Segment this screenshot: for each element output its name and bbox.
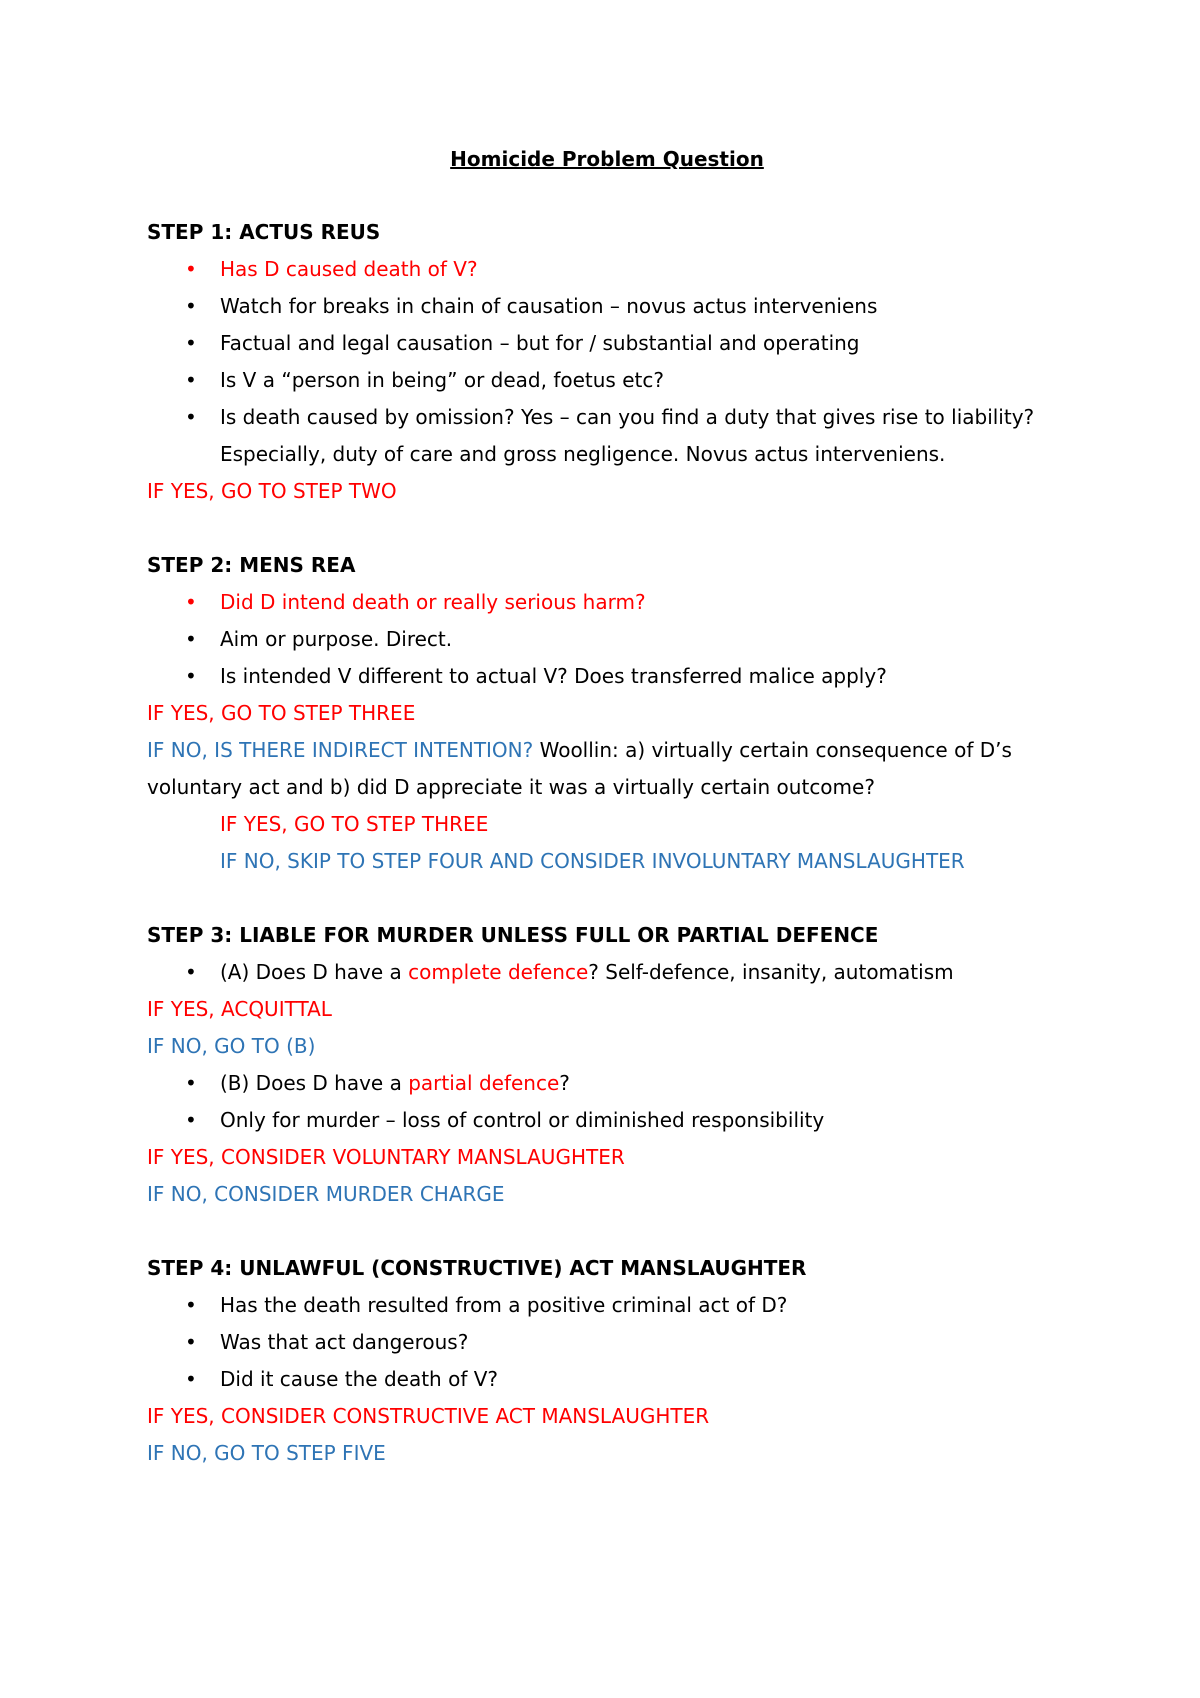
step3-b-post: ? <box>559 1071 570 1095</box>
bullet-icon: • <box>185 1367 197 1391</box>
step3-a-highlight: complete defence <box>408 960 589 984</box>
step1-heading: STEP 1: ACTUS REUS <box>147 220 381 244</box>
bullet-icon: • <box>185 331 197 355</box>
step2-sub-if-no: IF NO, SKIP TO STEP FOUR AND CONSIDER INVOLUNTARY MANSLAUGHTER <box>220 849 965 873</box>
bullet-text: Watch for breaks in chain of causation – novus actus interveniens <box>220 294 878 318</box>
step3-heading: STEP 3: LIABLE FOR MURDER UNLESS FULL OR PARTIAL DEFENCE <box>147 923 879 947</box>
bullet-icon: • <box>185 1071 197 1095</box>
bullet-icon: • <box>185 368 197 392</box>
bullet-icon: • <box>185 405 197 429</box>
step3-if-yes-a: IF YES, ACQUITTAL <box>147 997 332 1021</box>
bullet-text: Factual and legal causation – but for / substantial and operating <box>220 331 860 355</box>
step2-if-no-continuation: voluntary act and b) did D appreciate it was a virtually certain outcome? <box>147 775 875 799</box>
bullet-icon: • <box>185 664 197 688</box>
step2-if-yes: IF YES, GO TO STEP THREE <box>147 701 416 725</box>
step2-if-no <box>147 737 1012 763</box>
bullet-text: Only for murder – loss of control or diminished responsibility <box>220 1108 825 1132</box>
bullet-icon: • <box>185 294 197 318</box>
step3-b-pre: (B) Does D have a <box>220 1071 409 1095</box>
step2-if-no-label: IF NO, IS THERE INDIRECT INTENTION? <box>147 738 534 762</box>
bullet-text: Is death caused by omission? Yes – can you find a duty that gives rise to liability? <box>220 405 1035 429</box>
step2-sub-if-yes: IF YES, GO TO STEP THREE <box>220 812 489 836</box>
step4-heading: STEP 4: UNLAWFUL (CONSTRUCTIVE) ACT MANSLAUGHTER <box>147 1256 807 1280</box>
step3-b-highlight: partial defence <box>408 1071 560 1095</box>
step3-a-pre: (A) Does D have a <box>220 960 409 984</box>
bullet-text: Is intended V different to actual V? Does transferred malice apply? <box>220 664 887 688</box>
bullet-icon: • <box>185 960 197 984</box>
bullet-text <box>220 1070 570 1096</box>
step1-if-yes: IF YES, GO TO STEP TWO <box>147 479 397 503</box>
step1-bullet-5-continuation: Especially, duty of care and gross negligence. Novus actus interveniens. <box>220 442 946 466</box>
bullet-text: Has D caused death of V? <box>220 257 478 281</box>
step3-if-no-b: IF NO, CONSIDER MURDER CHARGE <box>147 1182 505 1206</box>
step4-if-yes: IF YES, CONSIDER CONSTRUCTIVE ACT MANSLAUGHTER <box>147 1404 710 1428</box>
bullet-icon: • <box>185 1293 197 1317</box>
step2-heading: STEP 2: MENS REA <box>147 553 356 577</box>
bullet-icon: • <box>185 627 197 651</box>
bullet-text: Did it cause the death of V? <box>220 1367 499 1391</box>
bullet-text: Is V a “person in being” or dead, foetus etc? <box>220 368 664 392</box>
bullet-text <box>220 959 954 985</box>
bullet-icon: • <box>185 1330 197 1354</box>
step2-if-no-text: Woollin: a) virtually certain consequence of D’s <box>533 738 1012 762</box>
page-title: Homicide Problem Question <box>450 147 764 171</box>
step3-a-post: ? Self-defence, insanity, automatism <box>588 960 954 984</box>
bullet-icon: • <box>185 1108 197 1132</box>
bullet-text: Did D intend death or really serious harm? <box>220 590 646 614</box>
step3-if-no-a: IF NO, GO TO (B) <box>147 1034 316 1058</box>
step3-if-yes-b: IF YES, CONSIDER VOLUNTARY MANSLAUGHTER <box>147 1145 625 1169</box>
bullet-icon: • <box>185 257 197 281</box>
bullet-text: Has the death resulted from a positive criminal act of D? <box>220 1293 788 1317</box>
bullet-text: Was that act dangerous? <box>220 1330 469 1354</box>
bullet-icon: • <box>185 590 197 614</box>
bullet-text: Aim or purpose. Direct. <box>220 627 453 651</box>
step4-if-no: IF NO, GO TO STEP FIVE <box>147 1441 386 1465</box>
